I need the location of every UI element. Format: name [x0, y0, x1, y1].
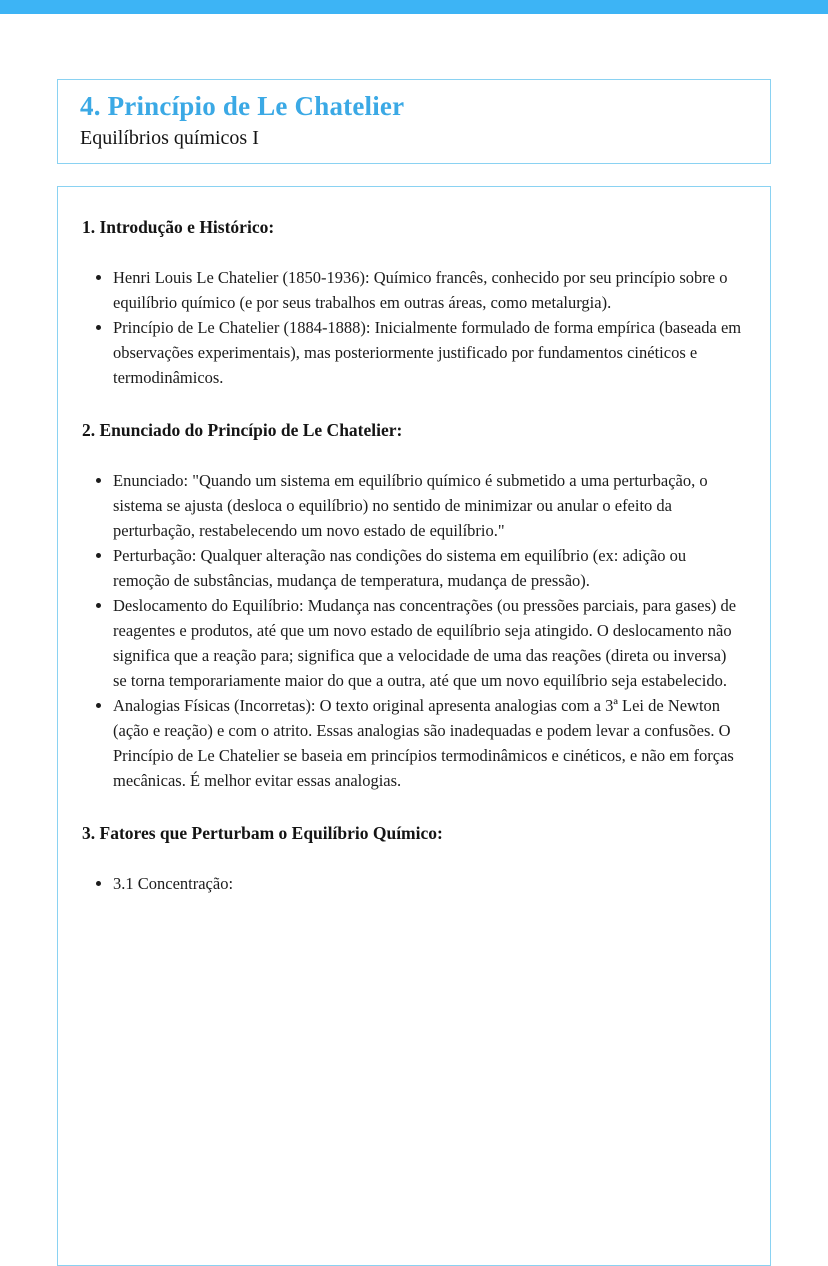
list-item: • 3.1 Concentração:: [113, 871, 744, 896]
bullet-list-level-1: [82, 871, 744, 896]
bullet-list-level-1: [82, 265, 744, 390]
section: [82, 217, 744, 390]
list-item: • Analogias Físicas (Incorretas): O texto original apresenta analogias com a 3ª Lei de Newton (ação e reação) e com o atrito. Essas analogias são inadequadas e podem levar a confusões. O Princípio de Le Chatelier se baseia em princípios termodinâmicos e cinéticos, e não em forças mecânicas. É melhor evitar essas analogias.: [113, 693, 744, 793]
page-title: 4. Princípio de Le Chatelier: [80, 91, 405, 121]
sections-container: [82, 217, 744, 896]
section-heading: 1. Introdução e Histórico:: [82, 217, 275, 237]
bullet-list-level-1: [82, 468, 744, 793]
list-item: • Henri Louis Le Chatelier (1850-1936): Químico francês, conhecido por seu princípio sobre o equilíbrio químico (e por seus trabalhos em outras áreas, como metalurgia).: [113, 265, 744, 315]
section: [82, 420, 744, 793]
list-item: • Perturbação: Qualquer alteração nas condições do sistema em equilíbrio (ex: adição ou remoção de substâncias, mudança de temperatura, mudança de pressão).: [113, 543, 744, 593]
document-page: [0, 79, 828, 1266]
section: [82, 823, 744, 896]
section-heading: 2. Enunciado do Princípio de Le Chatelier:: [82, 420, 403, 440]
section-heading: 3. Fatores que Perturbam o Equilíbrio Químico:: [82, 823, 443, 843]
list-item: • Enunciado: "Quando um sistema em equilíbrio químico é submetido a uma perturbação, o sistema se ajusta (desloca o equilíbrio) no sentido de minimizar ou anular o efeito da perturbação, restabelecendo um novo estado de equilíbrio.": [113, 468, 744, 543]
list-item: • Deslocamento do Equilíbrio: Mudança nas concentrações (ou pressões parciais, para gases) de reagentes e produtos, até que um novo estado de equilíbrio seja atingido. O deslocamento não significa que a reação para; significa que a velocidade de uma das reações (direta ou inversa) se torna temporariamente maior do que a outra, até que um novo equilíbrio seja estabelecido.: [113, 593, 744, 693]
list-item: • Princípio de Le Chatelier (1884-1888): Inicialmente formulado de forma empírica (baseada em observações experimentais), mas posteriormente justificado por fundamentos cinéticos e termodinâmicos.: [113, 315, 744, 390]
top-accent-bar: [0, 0, 828, 14]
page-subtitle: Equilíbrios químicos I: [80, 127, 259, 149]
content-card: [57, 186, 771, 1266]
title-card: [57, 79, 771, 164]
